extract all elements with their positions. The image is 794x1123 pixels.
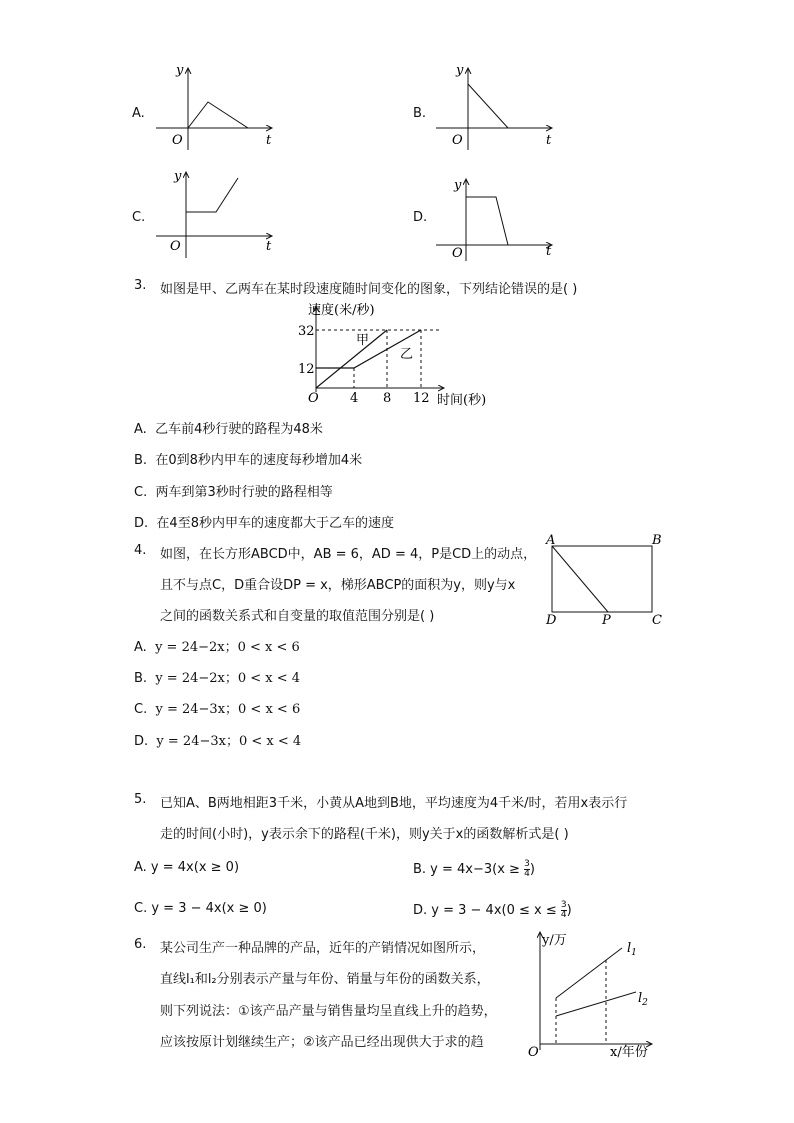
- l1-label: $l_1$: [627, 941, 637, 958]
- axis-y-label: y: [174, 169, 182, 184]
- series-jia-label: 甲: [356, 333, 370, 348]
- q3-number: 3.: [134, 278, 147, 293]
- l2-label: $l_2$: [638, 991, 648, 1008]
- q6-number: 6.: [134, 937, 147, 952]
- xtick-8: 8: [383, 391, 392, 406]
- q4-option-b: B. y = 24−2x；0 < x < 4: [134, 671, 301, 686]
- q3-stem: 如图是甲、乙两车在某时段速度随时间变化的图象，下列结论错误的是( ): [160, 282, 578, 297]
- q3-option-c: C. 两车到第3秒时行驶的路程相等: [134, 485, 333, 500]
- option-a-graph: [150, 62, 280, 154]
- q4-number: 4.: [134, 543, 147, 558]
- q6-line4: 应该按原计划继续生产；②该产品已经出现供大于求的趋: [160, 1035, 484, 1050]
- axis-t-label: t: [266, 133, 272, 148]
- graph-origin: O: [528, 1045, 539, 1060]
- graph-origin: O: [308, 391, 319, 406]
- axis-t-label: t: [266, 239, 272, 254]
- graph-xlabel: 时间(秒): [437, 393, 487, 408]
- option-d-graph: [430, 175, 560, 267]
- q4-line2: 且不与点C，D重合设DP = x，梯形ABCP的面积为y，则y与x: [160, 578, 516, 593]
- q3-speed-time-graph: [296, 300, 506, 410]
- q4-option-d: D. y = 24−3x；0 < x < 4: [134, 734, 302, 749]
- axis-t-label: t: [546, 133, 552, 148]
- q6-production-sales-graph: [526, 926, 660, 1060]
- q5-option-b: B. y = 4x−3(x ≥ $\frac{3}{4}$ ): [413, 859, 535, 879]
- xtick-4: 4: [350, 391, 359, 406]
- point-p: P: [602, 613, 611, 628]
- line-l1: [556, 948, 622, 998]
- graph-ylabel: y/万: [542, 933, 567, 948]
- q3-option-b: B. 在0到8秒内甲车的速度每秒增加4米: [134, 453, 363, 468]
- ytick-12: 12: [298, 362, 315, 377]
- q5-line2: 走的时间(小时)，y表示余下的路程(千米)，则y关于x的函数解析式是( ): [160, 827, 569, 842]
- q4-option-c: C. y = 24−3x；0 < x < 6: [134, 702, 301, 717]
- axis-t-label: t: [546, 244, 552, 259]
- origin-label: O: [452, 133, 463, 148]
- q4-line1: 如图，在长方形ABCD中，AB = 6，AD = 4，P是CD上的动点，: [160, 547, 537, 562]
- line-l2: [556, 992, 636, 1016]
- point-b: B: [652, 533, 662, 548]
- q5-option-c: C. y = 3 − 4x(x ≥ 0): [134, 901, 267, 916]
- q6-line1: 某公司生产一种品牌的产品，近年的产销情况如图所示，: [160, 941, 486, 956]
- origin-label: O: [170, 239, 181, 254]
- origin-label: O: [172, 133, 183, 148]
- option-d-label: D.: [413, 210, 428, 225]
- graph-ylabel: 速度(米/秒): [308, 303, 375, 318]
- q5-option-a: A. y = 4x(x ≥ 0): [134, 860, 240, 875]
- option-b-graph: [430, 62, 560, 154]
- xtick-12: 12: [413, 391, 430, 406]
- point-a: A: [546, 533, 556, 548]
- option-b-label: B.: [413, 106, 427, 121]
- series-jia-line: [316, 330, 387, 388]
- q4-option-a: A. y = 24−2x；0 < x < 6: [134, 640, 300, 655]
- point-d: D: [546, 613, 557, 628]
- origin-label: O: [452, 246, 463, 261]
- option-a-label: A.: [132, 106, 145, 121]
- axis-y-label: y: [176, 63, 184, 78]
- axis-y-label: y: [456, 63, 464, 78]
- q6-line3: 则下列说法：①该产品产量与销售量均呈直线上升的趋势，: [160, 1004, 497, 1019]
- graph-xlabel: x/年份: [610, 1045, 648, 1060]
- option-c-label: C.: [132, 210, 146, 225]
- axis-y-label: y: [454, 178, 462, 193]
- q3-option-d: D. 在4至8秒内甲车的速度都大于乙车的速度: [134, 516, 394, 531]
- q6-line2: 直线l₁和l₂分别表示产量与年份、销量与年份的函数关系，: [160, 972, 490, 987]
- ytick-32: 32: [298, 324, 315, 339]
- q3-option-a: A. 乙车前4秒行驶的路程为48米: [134, 422, 323, 437]
- point-c: C: [652, 613, 662, 628]
- q4-rectangle-figure: [542, 532, 670, 628]
- q5-option-d: D. y = 3 − 4x(0 ≤ x ≤ $\frac{3}{4}$ ): [413, 900, 572, 920]
- series-yi-label: 乙: [400, 347, 414, 362]
- q5-number: 5.: [134, 792, 147, 807]
- option-c-graph: [150, 168, 280, 260]
- q5-line1: 已知A、B两地相距3千米，小黄从A地到B地，平均速度为4千米/时，若用x表示行: [160, 796, 628, 811]
- q4-line3: 之间的函数关系式和自变量的取值范围分别是( ): [160, 609, 435, 624]
